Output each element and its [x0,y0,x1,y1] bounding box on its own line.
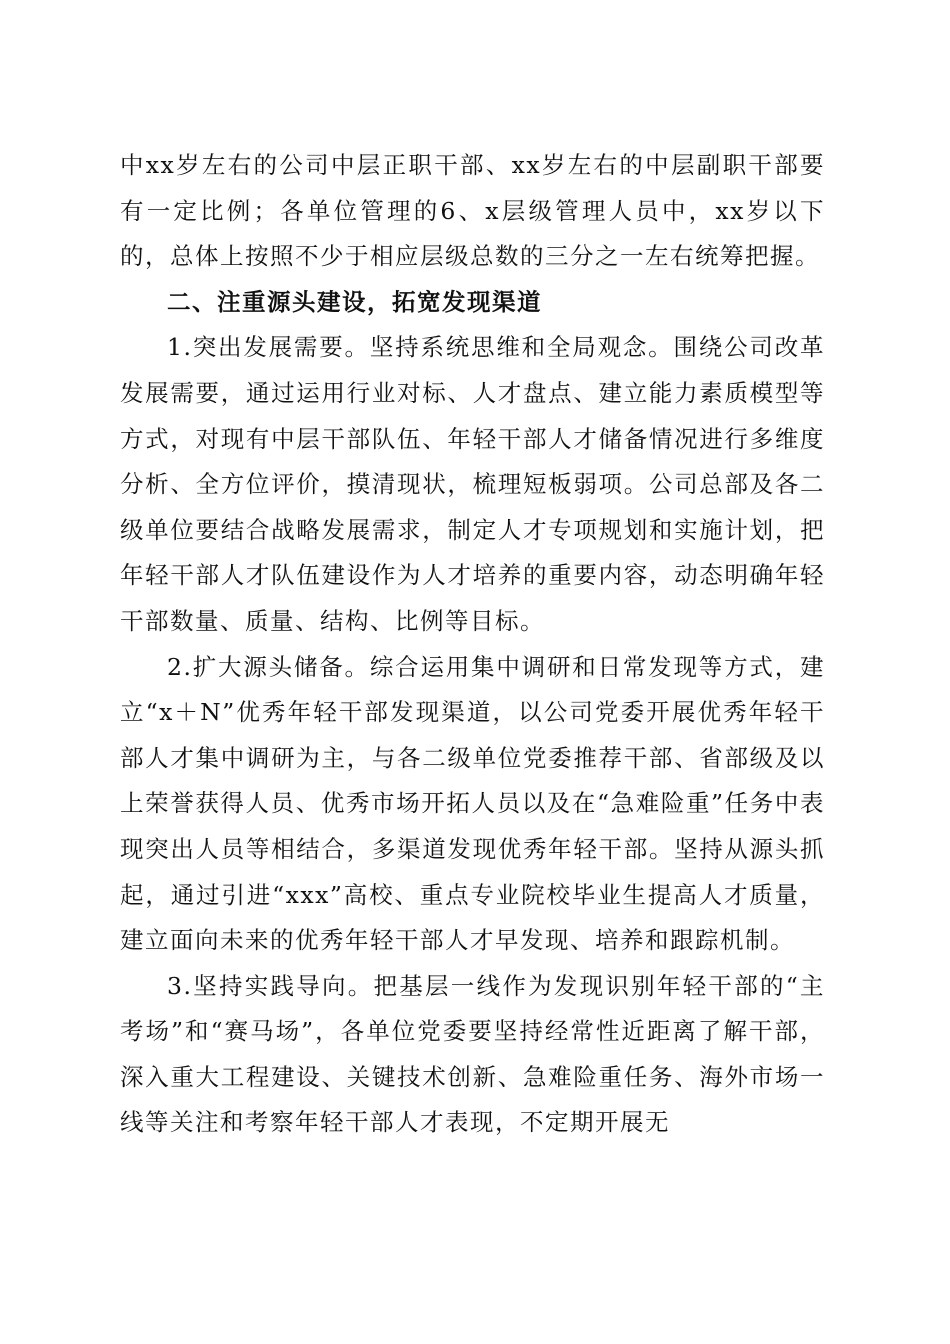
paragraph-continued: 中xx岁左右的公司中层正职干部、xx岁左右的中层副职干部要有一定比例；各单位管理的6、x层级管理人员中，xx岁以下的，总体上按照不少于相应层级总数的三分之一左右统筹把握。 [120,151,825,271]
document-body [120,143,825,1146]
paragraph-3: 3.坚持实践导向。把基层一线作为发现识别年轻干部的“主考场”和“赛马场”，各单位党委要坚持经常性近距离了解干部，深入重大工程建设、关键技术创新、急难险重任务、海外市场一线等关注和考察年轻干部人才表现，不定期开展无 [120,971,825,1137]
paragraph-1: 1.突出发展需要。坚持系统思维和全局观念。围绕公司改革发展需要，通过运用行业对标、人才盘点、建立能力素质模型等方式，对现有中层干部队伍、年轻干部人才储备情况进行多维度分析、全方位评价，摸清现状，梳理短板弱项。公司总部及各二级单位要结合战略发展需求，制定人才专项规划和实施计划，把年轻干部人才队伍建设作为人才培养的重要内容，动态明确年轻干部数量、质量、结构、比例等目标。 [120,333,825,635]
section-heading: 二、注重源头建设，拓宽发现渠道 [167,287,542,316]
paragraph-2: 2.扩大源头储备。综合运用集中调研和日常发现等方式，建立“x＋N”优秀年轻干部发现渠道，以公司党委开展优秀年轻干部人才集中调研为主，与各二级单位党委推荐干部、省部级及以上荣誉获得人员、优秀市场开拓人员以及在“急难险重”任务中表现突出人员等相结合，多渠道发现优秀年轻干部。坚持从源头抓起，通过引进“xxx”高校、重点专业院校毕业生提高人才质量，建立面向未来的优秀年轻干部人才早发现、培养和跟踪机制。 [120,652,825,955]
